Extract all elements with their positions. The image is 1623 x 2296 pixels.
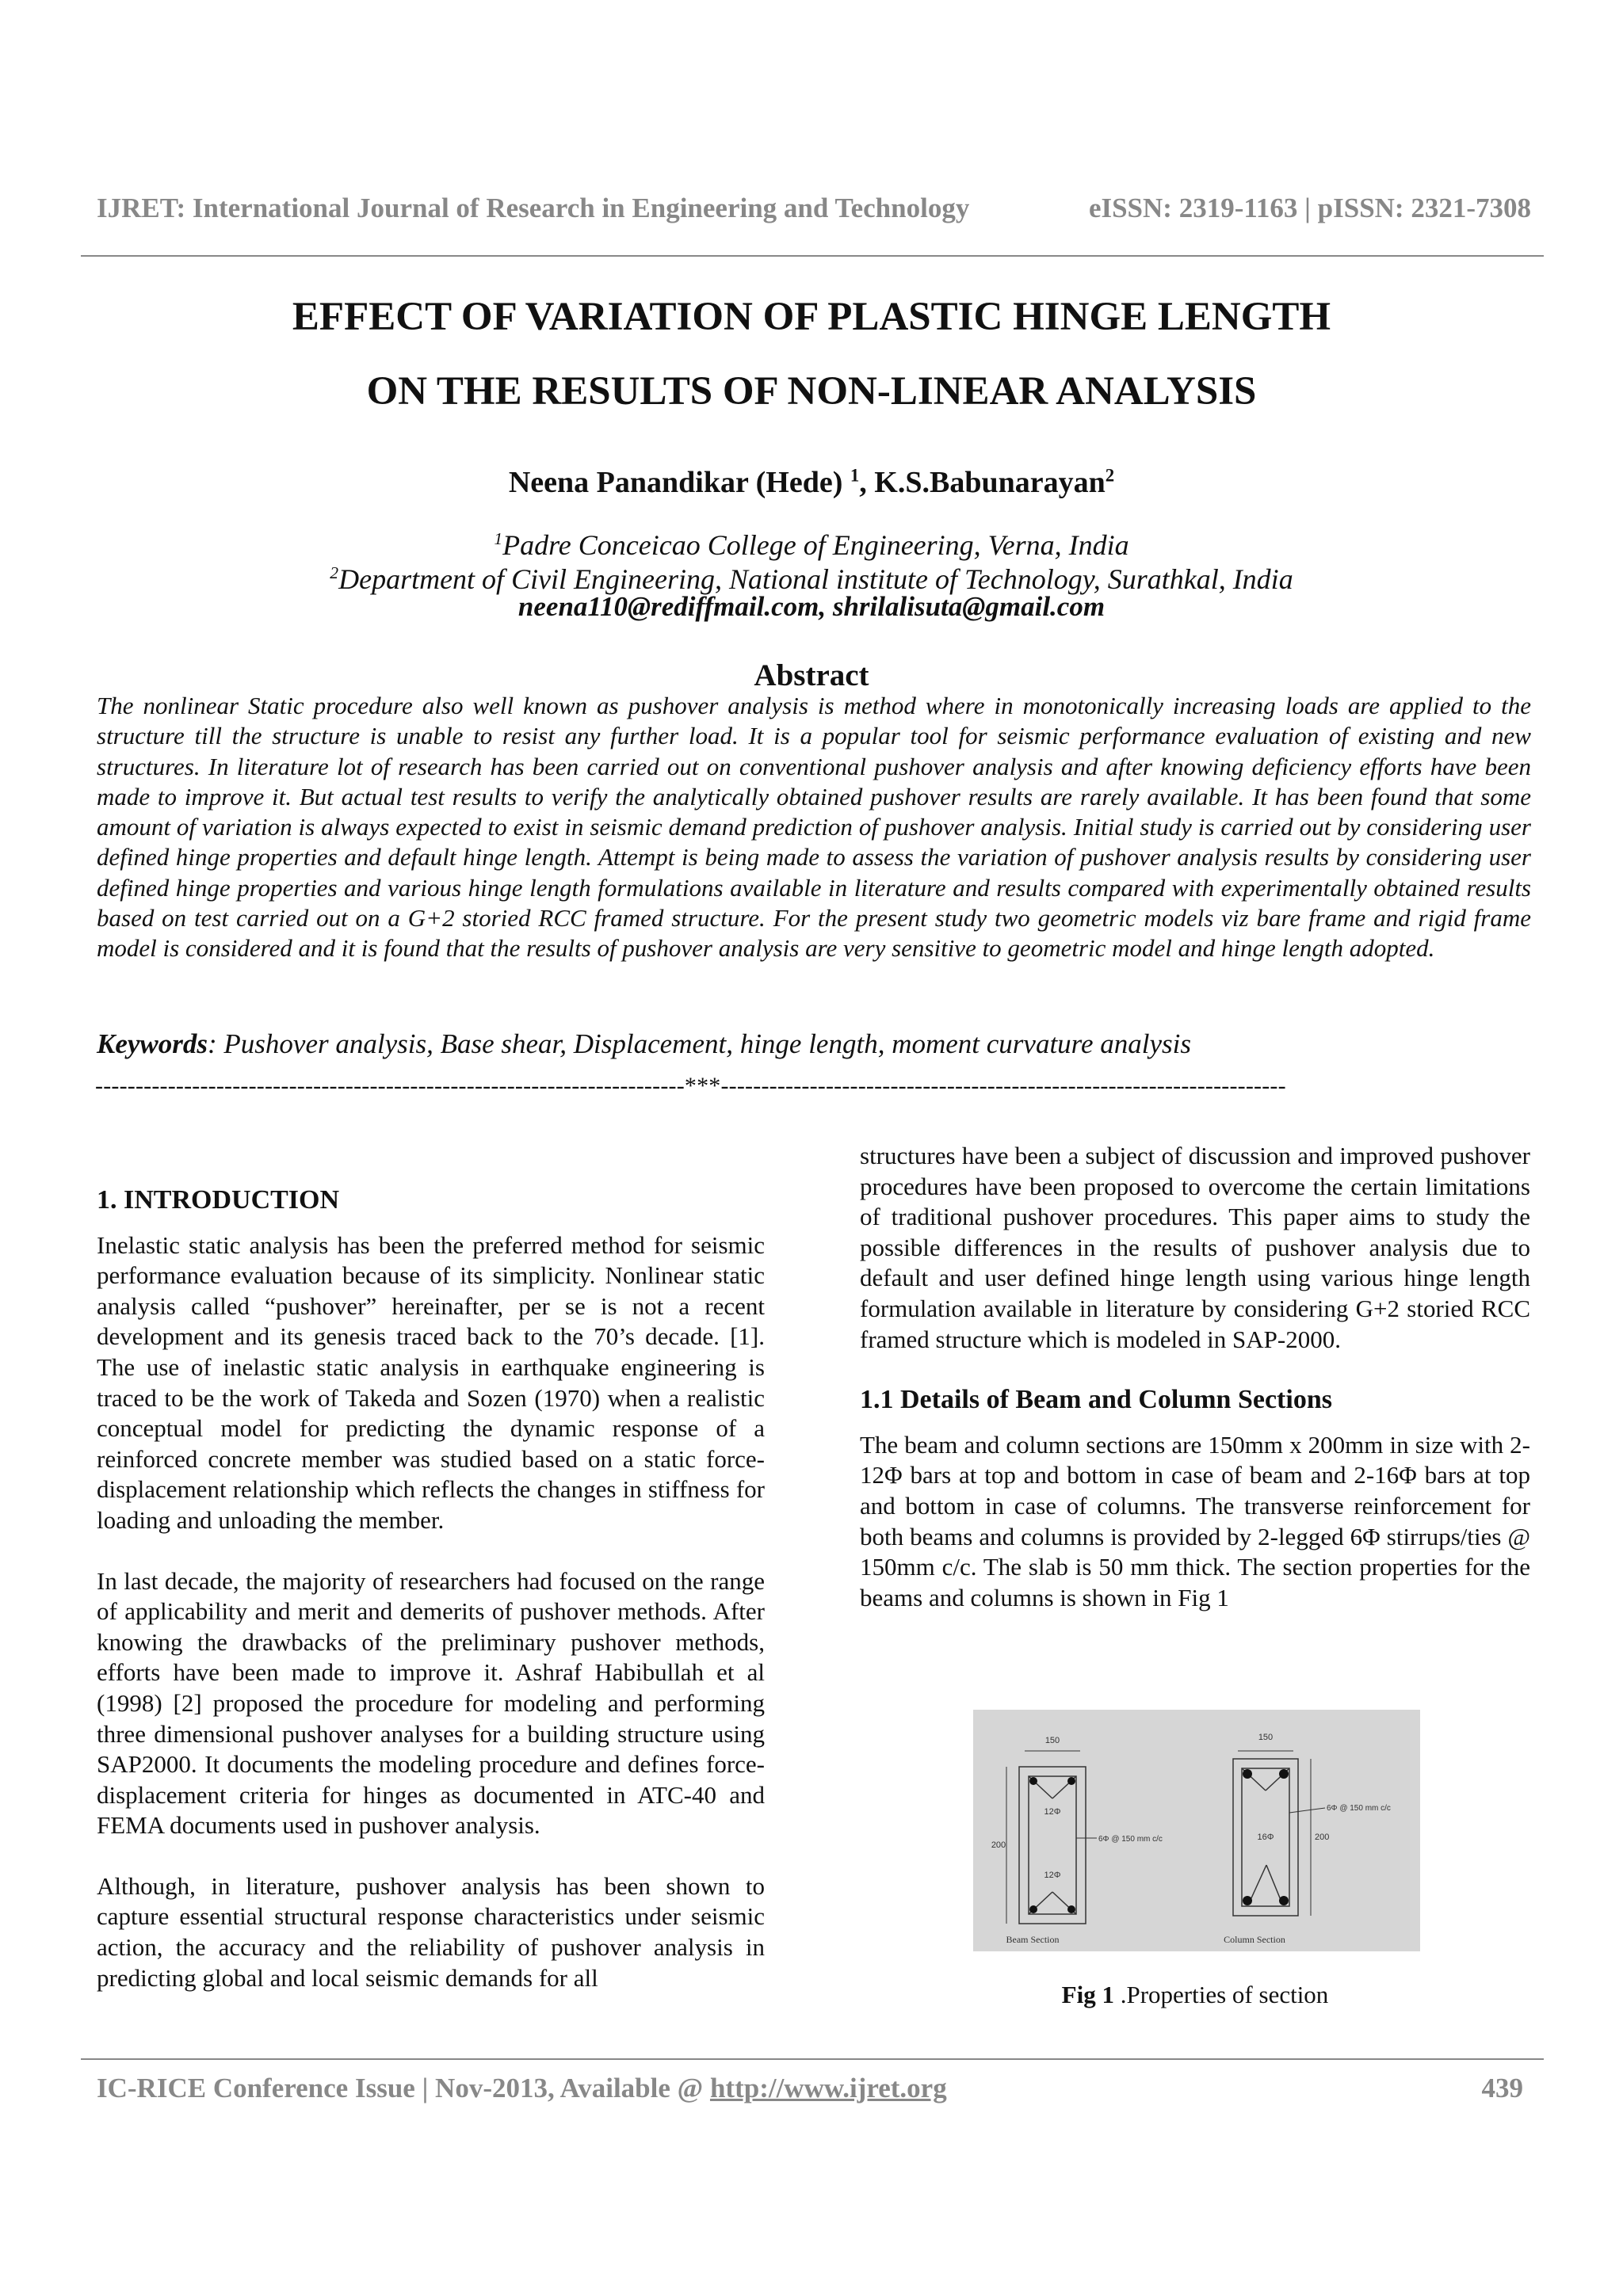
section-figure [973,1710,1420,1951]
beam-section-drawing [991,1736,1163,1945]
paper-title-line2: ON THE RESULTS OF NON-LINEAR ANALYSIS [366,369,1257,414]
author-1: Neena Panandikar (Hede) [508,466,850,499]
author-sep: , [859,466,875,499]
intro-paragraph-2: In last decade, the majority of researchers had focused on the range of applicability and merit and demerits of pushover methods. After knowing the drawbacks of the preliminary pushover methods, efforts have been made to improve it. Ashraf Habibullah et al (1998) [2] proposed the procedure for modeling and performing three dimensional pushover analyses for a building structure using SAP2000. It documents the modeling procedure and defines force-displacement criteria for hinges as documented in ATC-40 and FEMA documents used in pushover analysis. [97,1566,765,1840]
column-bar [1243,1896,1252,1905]
column-bar [1279,1896,1289,1905]
keywords-text: : Pushover analysis, Base shear, Displacement, hinge length, moment curvature analysis [208,1028,1191,1059]
column-section-drawing [1224,1733,1391,1945]
journal-header [97,193,1531,224]
beam-stirrup-label: 6Φ @ 150 mm c/c [1098,1835,1163,1844]
keywords [97,1028,1531,1060]
section-drawing [973,1710,1420,1951]
column-bar [1279,1769,1289,1779]
column-width-label: 150 [1258,1733,1274,1742]
footer-link[interactable]: http://www.ijret.org [709,2073,947,2103]
column-tie-leader [1289,1808,1325,1813]
affiliation-2-text: Department of Civil Engineering, National institute of Technology, Surathkal, India [338,563,1293,595]
beam-top-bar [1029,1777,1037,1785]
figure-caption [860,1981,1530,2009]
beam-width-label: 150 [1044,1736,1060,1745]
left-column [97,1185,765,1993]
column-section-label: Column Section [1224,1934,1285,1945]
section-separator: -------------------------------------------------------------------------***---------------------------------------------------------------------- [95,1073,1286,1099]
affiliation-2-sup: 2 [330,563,339,582]
figure-caption-label: Fig 1 [1061,1981,1114,2008]
column-bar [1243,1769,1252,1779]
beam-bottom-bar-label: 12Φ [1044,1871,1061,1880]
column-bar-label: 16Φ [1257,1833,1274,1842]
figure-caption-text: .Properties of section [1113,1981,1329,2008]
page-number: 439 [1481,2073,1523,2103]
beam-bottom-bar [1067,1905,1075,1913]
beam-top-bar-label: 12Φ [1044,1807,1061,1817]
affiliation-1-text: Padre Conceicao College of Engineering, Verna, India [502,529,1129,561]
header-rule [81,255,1544,257]
author-2: K.S.Babunarayan [874,466,1106,499]
beam-top-bar [1067,1777,1075,1785]
footer-left [97,2073,947,2104]
abstract-body: The nonlinear Static procedure also well known as pushover analysis is method where in monotonically increasing loads are applied to the structure till the structure is unable to resist any further load. It is a popular tool for seismic performance evaluation of existing and new structures. In literature lot of research has been carried out on conventional pushover analysis and after knowing deficiency efforts have been made to improve it. But actual test results to verify the analytically obtained pushover results are rarely available. It has been found that some amount of variation is always expected to exist in seismic demand prediction of pushover analysis. Initial study is carried out by considering user defined hinge properties and default hinge length. Attempt is being made to assess the variation of pushover analysis results by considering user defined hinge properties and various hinge length formulations available in literature and results compared with experimentally obtained results based on test carried out on a G+2 storied RCC framed structure. For the present study two geometric models viz bare frame and rigid frame model is considered and it is found that the results of pushover analysis are very sensitive to geometric model and hinge length adopted. [97,692,1531,963]
page-footer [97,2073,1523,2104]
beam-bottom-bar [1029,1905,1037,1913]
column-tie-label: 6Φ @ 150 mm c/c [1327,1804,1391,1813]
right-paragraph-2: The beam and column sections are 150mm x 200mm in size with 2-12Φ bars at top and bottom in case of beam and 2-16Φ bars at top and bottom in case of columns. The transverse reinforcement for both beams and columns is provided by 2-legged 6Φ stirrups/ties @ 150mm c/c. The slab is 50 mm thick. The section properties for the beams and columns is shown in Fig 1 [860,1430,1530,1611]
beam-stirrup [1029,1776,1076,1914]
abstract-heading: Abstract [754,658,869,692]
column-depth-label: 200 [1315,1833,1330,1842]
subsection-heading: 1.1 Details of Beam and Column Sections [860,1385,1332,1415]
affiliation-1-sup: 1 [494,529,503,548]
right-paragraph-1: structures have been a subject of discussion and improved pushover procedures have been proposed to overcome the certain limitations of traditional pushover procedures. This paper aims to study the possible differences in the results of pushover analysis due to default and user defined hinge length using various hinge length formulation available in literature by considering G+2 storied RCC framed structure which is modeled in SAP-2000. [860,1142,1530,1353]
intro-heading: 1. INTRODUCTION [97,1185,340,1215]
author-line [0,465,1623,500]
beam-depth-label: 200 [991,1840,1006,1850]
footer-rule [81,2058,1544,2060]
keywords-label: Keywords [97,1028,208,1059]
beam-section-label: Beam Section [1006,1934,1060,1945]
intro-paragraph-1: Inelastic static analysis has been the preferred method for seismic performance evaluation because of its simplicity. Nonlinear static analysis called “pushover” hereinafter, per se is not a recent development and its genesis traced back to the 70’s decade. [1]. The use of inelastic static analysis in earthquake engineering is traced to be the work of Takeda and Sozen (1970) when a realistic conceptual model for predicting the dynamic response of a reinforced concrete member was studied based on a static force- displacement relationship which reflects the changes in stiffness for loading and unloading the member. [97,1230,765,1534]
journal-issn: eISSN: 2319-1163 | pISSN: 2321-7308 [1088,193,1531,223]
column-tie-hook [1251,1865,1266,1900]
author-emails: neena110@rediffmail.com, shrilalisuta@gmail.com [517,591,1106,622]
author-1-sup: 1 [850,465,860,486]
author-2-sup: 2 [1105,465,1115,486]
intro-paragraph-3: Although, in literature, pushover analysis has been shown to capture essential structural response characteristics under seismic action, the accuracy and the reliability of pushover analysis in predicting global and local seismic demands for all [97,1871,765,1992]
paper-title-line1: EFFECT OF VARIATION OF PLASTIC HINGE LENGTH [292,295,1331,339]
column-tie-hook [1266,1865,1281,1900]
right-column [860,1141,1530,1613]
footer-issue: IC-RICE Conference Issue | Nov-2013, Available @ [97,2073,710,2103]
journal-name: IJRET: International Journal of Research in Engineering and Technology [97,193,970,223]
